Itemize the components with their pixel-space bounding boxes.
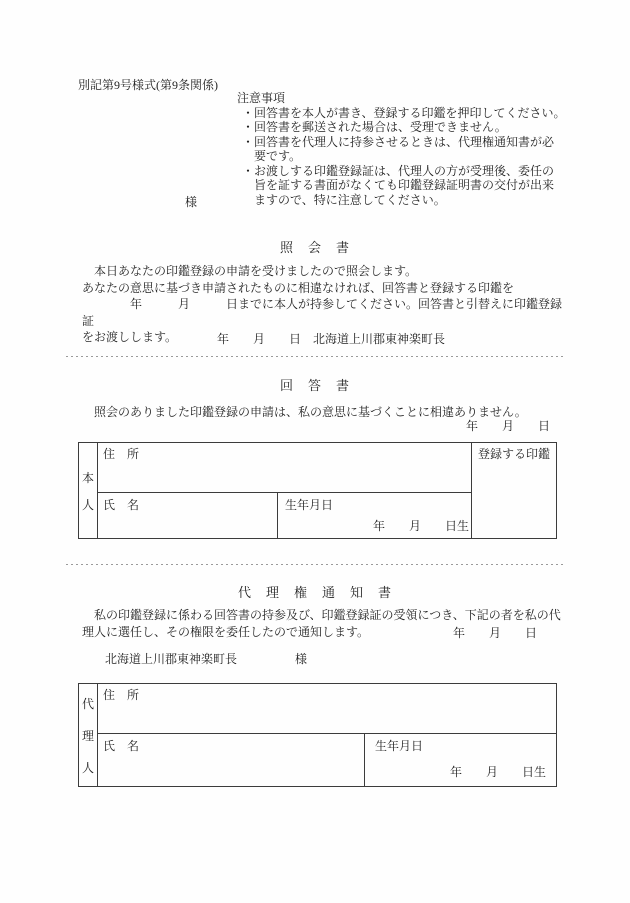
reply-date-line: 年 月 日	[466, 419, 551, 433]
mayor-addressee: 北海道上川郡東神楽町長	[105, 652, 238, 666]
principal-birthdate-cell	[278, 493, 471, 538]
paragraph-line: 年 月 日までに本人が持参してください。回答書と引替えに印鑑登録証	[82, 297, 563, 328]
addressee-honorific: 様	[295, 652, 308, 666]
principal-address-cell	[98, 443, 471, 493]
addressee-honorific: 様	[185, 195, 198, 209]
principal-char: 人	[81, 497, 94, 512]
agent-name-cell	[98, 734, 365, 786]
birthdate-label: 生年月日	[375, 739, 424, 753]
note-line: ますので、特に注意してください。	[242, 192, 446, 207]
address-label: 住 所	[103, 447, 140, 461]
agent-table	[78, 683, 557, 787]
dotted-separator	[66, 356, 564, 357]
name-label: 氏 名	[103, 498, 140, 512]
note-line: 要です。	[242, 149, 302, 163]
paragraph-line: 本日あなたの印鑑登録の申請を受けましたので照会します。	[82, 264, 418, 278]
principal-name-cell	[98, 493, 278, 538]
notes-heading: 注意事項	[237, 91, 286, 105]
birthdate-suffix: 年 月 日生	[372, 519, 469, 533]
note-line: ・回答書を本人が書き、登録する印鑑を押印してください。	[242, 105, 566, 120]
proxy-date-line: 年 月 日	[453, 626, 538, 640]
principal-table	[78, 442, 557, 539]
notes-section	[237, 91, 577, 207]
principal-char: 本	[81, 470, 94, 485]
form-number-label: 別記第9号様式(第9条関係)	[78, 78, 218, 92]
note-line: ・回答書を代理人に持参させるときは、代理権通知書が必	[242, 134, 555, 149]
reply-body: 照会のありました印鑑登録の申請は、私の意思に基づくことに相違ありません。	[82, 405, 527, 419]
dotted-separator	[66, 564, 564, 565]
reply-title: 回 答 書	[279, 378, 350, 393]
registered-seal-cell	[471, 443, 556, 538]
agent-row-header	[79, 684, 98, 786]
address-label: 住 所	[103, 688, 140, 702]
paragraph-line: をお渡しします。	[82, 330, 178, 344]
paragraph-line: 私の印鑑登録に係わる回答書の持参及び、印鑑登録証の受領につき、下記の者を私の代	[82, 608, 561, 622]
principal-row-header	[79, 443, 98, 538]
note-line: ・お渡しする印鑑登録証は、代理人の方が受理後、委任の	[242, 163, 555, 178]
agent-char: 人	[81, 760, 94, 775]
inquiry-date-office-line: 年 月 日 北海道上川郡東神楽町長	[217, 332, 446, 346]
agent-birthdate-cell	[365, 734, 556, 786]
name-label: 氏 名	[103, 739, 140, 753]
agent-char: 理	[81, 728, 94, 743]
birthdate-suffix: 年 月 日生	[449, 765, 546, 779]
paragraph-line: あなたの意思に基づき申請されたものに相違なければ、回答書と登録する印鑑を	[82, 280, 515, 295]
inquiry-title: 照 会 書	[279, 240, 350, 255]
note-line: 旨を証する書面がなくても印鑑登録証明書の交付が出来	[242, 178, 555, 192]
agent-address-cell	[98, 684, 556, 734]
paragraph-line: 理人に選任し、その権限を委任したので通知します。	[82, 624, 370, 639]
agent-char: 代	[81, 696, 94, 711]
proxy-addressee-line	[105, 650, 307, 667]
proxy-notice-title: 代 理 権 通 知 書	[237, 585, 392, 600]
birthdate-label: 生年月日	[285, 498, 334, 512]
note-line: ・回答書を郵送された場合は、受理できません。	[242, 120, 507, 134]
registered-seal-label: 登録する印鑑	[477, 447, 550, 461]
